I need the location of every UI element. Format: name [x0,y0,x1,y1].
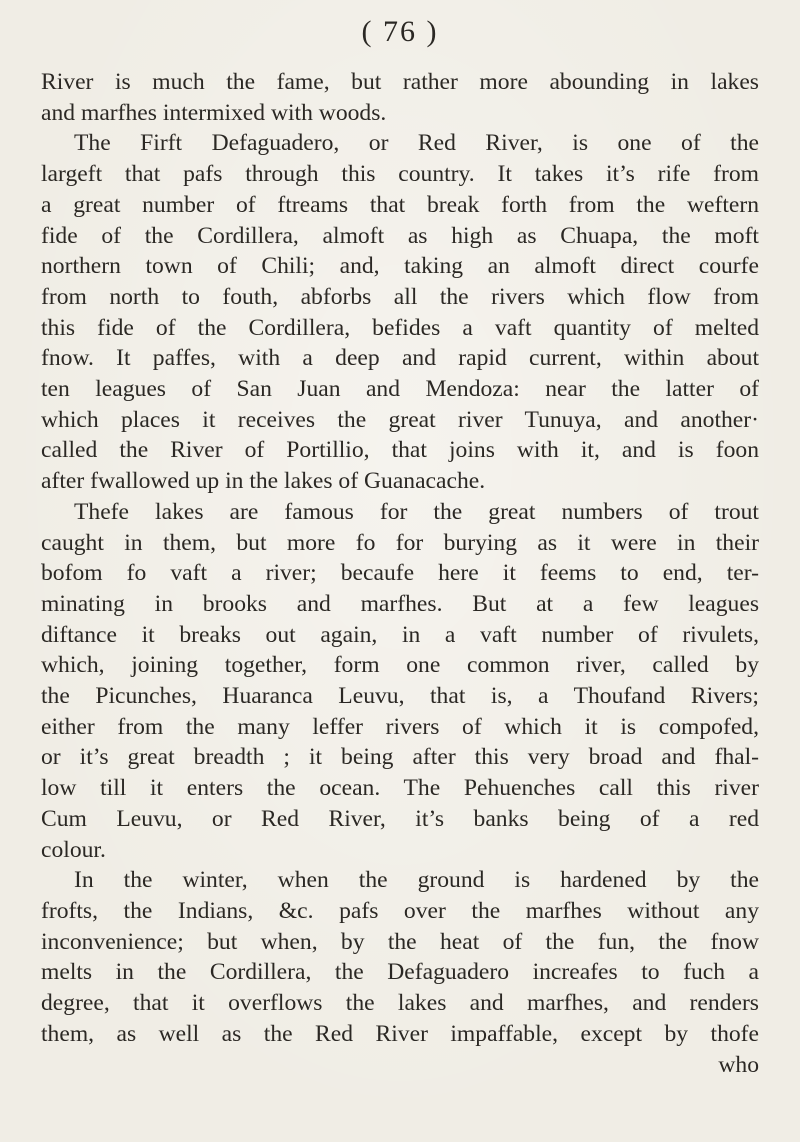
text-line: fide of the Cordillera, almoft as high as Chuapa, the moft [41,222,759,249]
text-line: melts in the Cordillera, the Defaguadero increafes to fuch a [41,959,759,986]
text-line: bofom fo vaft a river; becaufe here it feems to end, ter- [41,560,759,587]
text-line: caught in them, but more fo for burying as it were in their [41,529,759,556]
text-line: River is much the fame, but rather more abounding in lakes [41,69,759,95]
text-line: which, joining together, form one common river, called by [41,652,759,679]
text-line: degree, that it overflows the lakes and marfhes, and renders [41,990,759,1017]
text-line: frofts, the Indians, &c. pafs over the marfhes without any [41,897,759,924]
page-number-header: ( 76 ) [361,15,439,48]
text-line: this fide of the Cordillera, befides a vaft quantity of melted [41,314,759,341]
text-line: called the River of Portillio, that joins with it, and is foon [41,437,759,464]
text-line: either from the many leffer rivers of which it is compofed, [41,713,759,740]
text-line: fnow. It paffes, with a deep and rapid current, within about [41,345,759,372]
text-line: colour. [41,836,106,863]
text-line: The Firft Defaguadero, or Red River, is one of the [74,130,759,157]
text-line: after fwallowed up in the lakes of Guanacache. [41,468,486,495]
text-line: or it’s great breadth ; it being after this very broad and fhal- [41,744,759,771]
text-line: who [718,1051,759,1078]
text-line: In the winter, when the ground is hardened by the [74,867,759,894]
text-line: Thefe lakes are famous for the great numbers of trout [74,498,759,525]
text-line: which places it receives the great river Tunuya, and another· [41,406,759,433]
text-line: Cum Leuvu, or Red River, it’s banks being of a red [41,805,759,832]
text-line: minating in brooks and marfhes. But at a few leagues [41,590,759,617]
body-text [41,67,759,1080]
text-line: inconvenience; but when, by the heat of the fun, the fnow [41,928,759,955]
text-line: northern town of Chili; and, taking an almoft direct courfe [41,253,759,280]
text-line: ten leagues of San Juan and Mendoza: near the latter of [41,376,759,403]
text-line: and marfhes intermixed with woods. [41,99,387,126]
text-line: the Picunches, Huaranca Leuvu, that is, a Thoufand Rivers; [41,683,759,710]
text-line: largeft that pafs through this country. It takes it’s rife from [41,161,759,188]
text-line: low till it enters the ocean. The Pehuenches call this river [41,775,759,802]
text-line: a great number of ftreams that break forth from the weftern [41,191,759,218]
text-line: them, as well as the Red River impaffable, except by thofe [41,1020,759,1047]
text-line: from north to fouth, abforbs all the rivers which flow from [41,283,759,310]
text-line: diftance it breaks out again, in a vaft number of rivulets, [41,621,759,648]
